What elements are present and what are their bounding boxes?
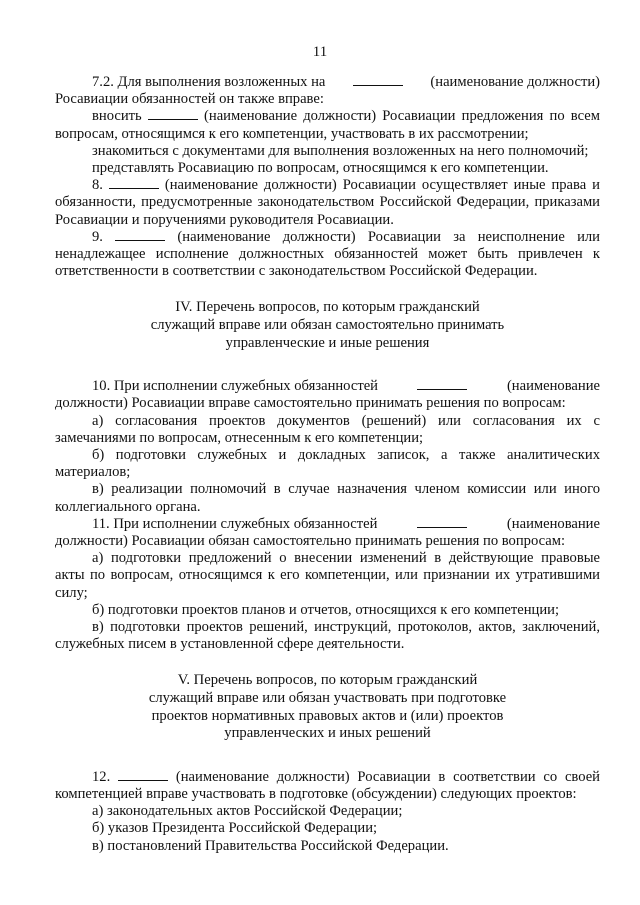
section-heading-5 [55,672,600,742]
clause-12-text: (наименование должности) Росавиации в соответствии со своей компетенцией вправе участвовать в подготовке (обсуждении) следующих проектов: [55,768,600,803]
document-body [55,74,600,855]
clause-8-num: 8. [92,177,103,194]
clause-znakomitsya: знакомиться с документами для выполнения возложенных на него полномочий; [92,142,589,159]
clause-7-2-line2: Росавиации обязанностей он также вправе: [55,91,324,108]
blank-line [148,108,198,120]
clause-12-v: в) постановлений Правительства Российской Федерации. [92,837,449,854]
heading-4-line1: IV. Перечень вопросов, по которым гражданский [175,299,480,316]
blank-line [115,229,165,241]
clause-12-num: 12. [92,768,111,785]
heading-5-line1: V. Перечень вопросов, по которым гражданский [177,672,478,689]
clause-11-cont: должности) Росавиации обязан самостоятельно принимать решения по вопросам: [55,533,566,550]
clause-9-num: 9. [92,228,103,245]
section-heading-4 [55,299,600,352]
blank-line [417,516,467,528]
clause-12-a: а) законодательных актов Российской Федерации; [92,803,403,820]
clause-10-b: б) подготовки служебных и докладных записок, а также аналитических материалов; [55,447,600,481]
blank-line [417,378,467,390]
clause-11-v: в) подготовки проектов решений, инструкций, протоколов, актов, заключений, служебных писем в установленной сфере деятельности. [55,619,600,653]
clause-10-v: в) реализации полномочий в случае назначения членом комиссии или иного коллегиального органа. [55,481,600,515]
clause-11-line1 [55,516,600,533]
clause-8-text: (наименование должности) Росавиации осуществляет иные права и обязанности, предусмотренные законодательством Российской Федерации, приказами Росавиации и поручениями руководителя Росавиации. [55,177,600,228]
clause-10-start: 10. При исполнении служебных обязанностей [92,378,378,395]
heading-4-line2: служащий вправе или обязан самостоятельно принимать [150,317,505,334]
clause-11-end: (наименование [506,515,600,532]
heading-5-line4: управленческих и иных решений [224,725,431,742]
clause-11-b: б) подготовки проектов планов и отчетов, относящихся к его компетенции; [92,601,560,618]
clause-12 [55,769,600,803]
vnosit-start: вносить [92,108,142,125]
clause-7-2-end: (наименование должности) [430,74,600,90]
clause-9 [55,229,600,281]
clause-7-2-line1 [55,74,600,91]
blank-line [353,74,403,86]
clause-10-cont: должности) Росавиации вправе самостоятельно принимать решения по вопросам: [55,395,566,412]
blank-line [109,177,159,189]
clause-vnosit [55,108,600,142]
clause-11-start: 11. При исполнении служебных обязанностей [92,515,378,532]
heading-5-line2: служащий вправе или обязан участвовать при подготовке [148,690,507,707]
heading-5-line3: проектов нормативных правовых актов и (или) проектов [151,707,504,724]
heading-4-line3: управленческие и иные решения [225,334,430,351]
clause-predstavlyat: представлять Росавиацию по вопросам, относящимся к его компетенции. [92,160,549,177]
clause-10-a: а) согласования проектов документов (решений) или согласования их с замечаниями по вопросам, отнесенным к его компетенции; [55,412,600,446]
blank-line [118,769,168,781]
clause-11-a: а) подготовки предложений о внесении изменений в действующие правовые акты по вопросам, относящимся к его компетенции, или признании их утратившими силу; [55,550,600,601]
clause-10-end: (наименование [506,378,600,395]
page-number: 11 [312,44,328,60]
clause-10-line1 [55,378,600,395]
clause-9-text: (наименование должности) Росавиации за неисполнение или ненадлежащее исполнение должностных обязанностей может быть привлечен к ответственности в соответствии с законодательством Российской Федерации. [55,228,600,280]
clause-7-2-start: 7.2. Для выполнения возложенных на [92,74,326,90]
clause-12-b: б) указов Президента Российской Федерации; [92,820,378,837]
clause-8 [55,177,600,229]
vnosit-end: (наименование должности) Росавиации предложения по всем вопросам, относящимся к его компетенции, участвовать в их рассмотрении; [55,108,600,142]
